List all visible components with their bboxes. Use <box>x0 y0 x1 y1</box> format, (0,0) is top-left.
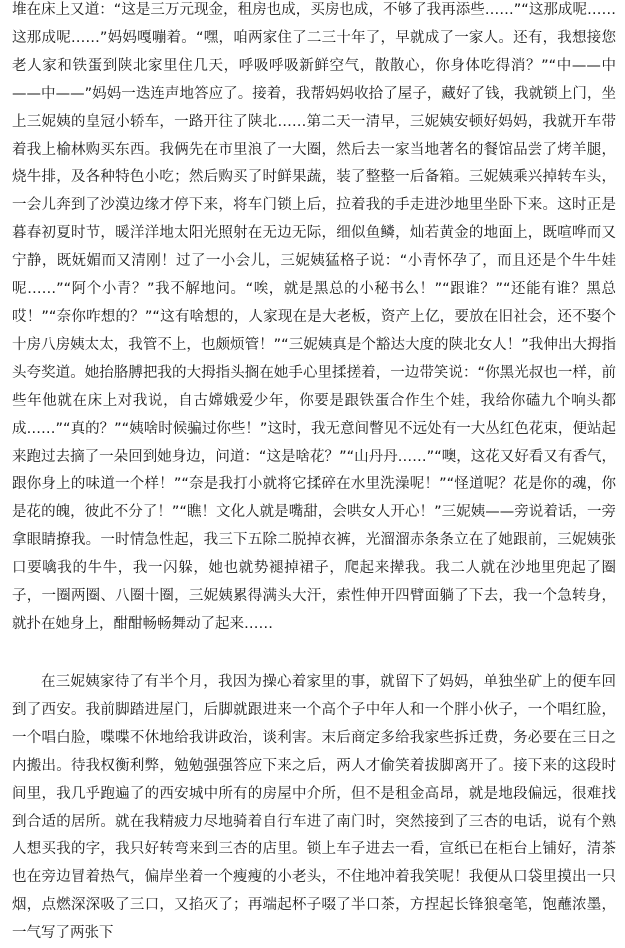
paragraph-2: 在三妮姨家待了有半个月，我因为操心着家里的事，就留下了妈妈，单独坐矿上的便车回到了西安。我前脚踏进屋门，后脚就跟进来一个高个子中年人和一个胖小伙子，一个唱红脸，一个唱白脸，喋喋不休地给我讲政治，谈利害。末后商定多给我家些拆迁费，务必要在三日之内搬出。待我权衡利弊，勉勉强强答应下来之后，两人才偷笑着拔脚离开了。接下来的这段时间里，我几乎跑遍了的西安城中所有的房屋中介所，但不是租金高昂，就是地段偏远，很难找到合适的居所。就在我精疲力尽地骑着自行车进了南门时，突然接到了三杏的电话，说有个熟人想买我的字，我只好转弯来到三杏的店里。锁上车子进去一看，宣纸已在柜台上铺好，清茶也在旁边冒着热气，偏岸坐着一个瘦瘦的小老头，不住地冲着我笑呢！我便从口袋里摸出一只烟，点燃深深吸了三口，又掐灭了；再端起杯子啜了半口茶，方捏起长锋狼毫笔，饱蘸浓墨，一气写了两张下 <box>12 674 616 942</box>
paragraph-1: 堆在床上又道：“这是三万元现金，租房也成，买房也成，不够了我再添些……”“这那成呢……这那成呢……”妈妈嘎嘣着。“嘿，咱两家住了二三十年了，早就成了一家人。还有，我想接您老人家和铁蛋到陕北家里住几天，呼吸呼吸新鲜空气，散散心，你身体吃得消？”“中——中——中——”妈妈一迭连声地答应了。接着，我帮妈妈收拾了屋子，藏好了钱，我就锁上门，坐上三妮姨的皇冠小轿车，一路开往了陕北……第二天一清早，三妮姨安顿好妈妈，我就开车带着我上榆林购买东西。我俩先在市里浪了一大圈，然后去一家当地著名的餐馆品尝了烤羊腿，烧牛排，及各种特色小吃；然后购买了时鲜果蔬，装了整整一后备箱。三妮姨乘兴掉转车头，一会儿奔到了沙漠边缘才停下来，将车门锁上后，拉着我的手走进沙地里坐卧下来。这时正是暮春初夏时节，暖洋洋地太阳光照射在无边无际，细似鱼鳞，灿若黄金的地面上，既喧哗而又宁静，既妩媚而又清刚！过了一小会儿，三妮姨猛格子说：“小青怀孕了，而且还是个牛牛娃呢……”“阿个小青？”我不解地问。“唉，就是黑总的小秘书么！”“跟谁？”“还能有谁？黑总哎！”“奈你咋想的？”“这有啥想的，人家现在是大老板，资产上亿，要放在旧社会，还不娶个十房八房姨太太，我管不上，也颇烦管！”“三妮姨真是个豁达大度的陕北女人！”我伸出大拇指头夸奖道。她抬胳膊把我的大拇指头搁在她手心里揉搓着，一边带笑说：“你黑光叔也一样，前些年他就在床上对我说，自古嫦娥爱少年，你要是跟铁蛋合作生个娃，我给你磕九个响头都成……”“真的？”“姨啥时候骗过你些！”这时，我无意间瞥见不远处有一大丛红色花束，便站起来跑过去摘了一朵回到她身边，问道：“这是啥花？”“山丹丹……”“噢，这花又好看又有香气，跟你身上的味道一个样！”“奈是我打小就将它揉碎在水里洗澡呢！”“怪道呢？花是你的魂，你是花的魄，彼此不分了！”“瞧！文化人就是嘴甜，会哄女人开心！”三妮姨——旁说着话，一旁拿眼睛撩我。一时情急性起，我三下五除二脱掉衣裤，光溜溜赤条条立在了她跟前，三妮姨张口要噙我的牛牛，我一闪躲，她也就势褪掉裙子，爬起来撵我。我二人就在沙地里兜起了圈子，一圈两圈、八圈十圈，三妮姨累得满头大汗，索性伸开四臂面躺了下去，我一个急转身，就扑在她身上，酣酣畅畅舞动了起来…… <box>12 2 616 632</box>
